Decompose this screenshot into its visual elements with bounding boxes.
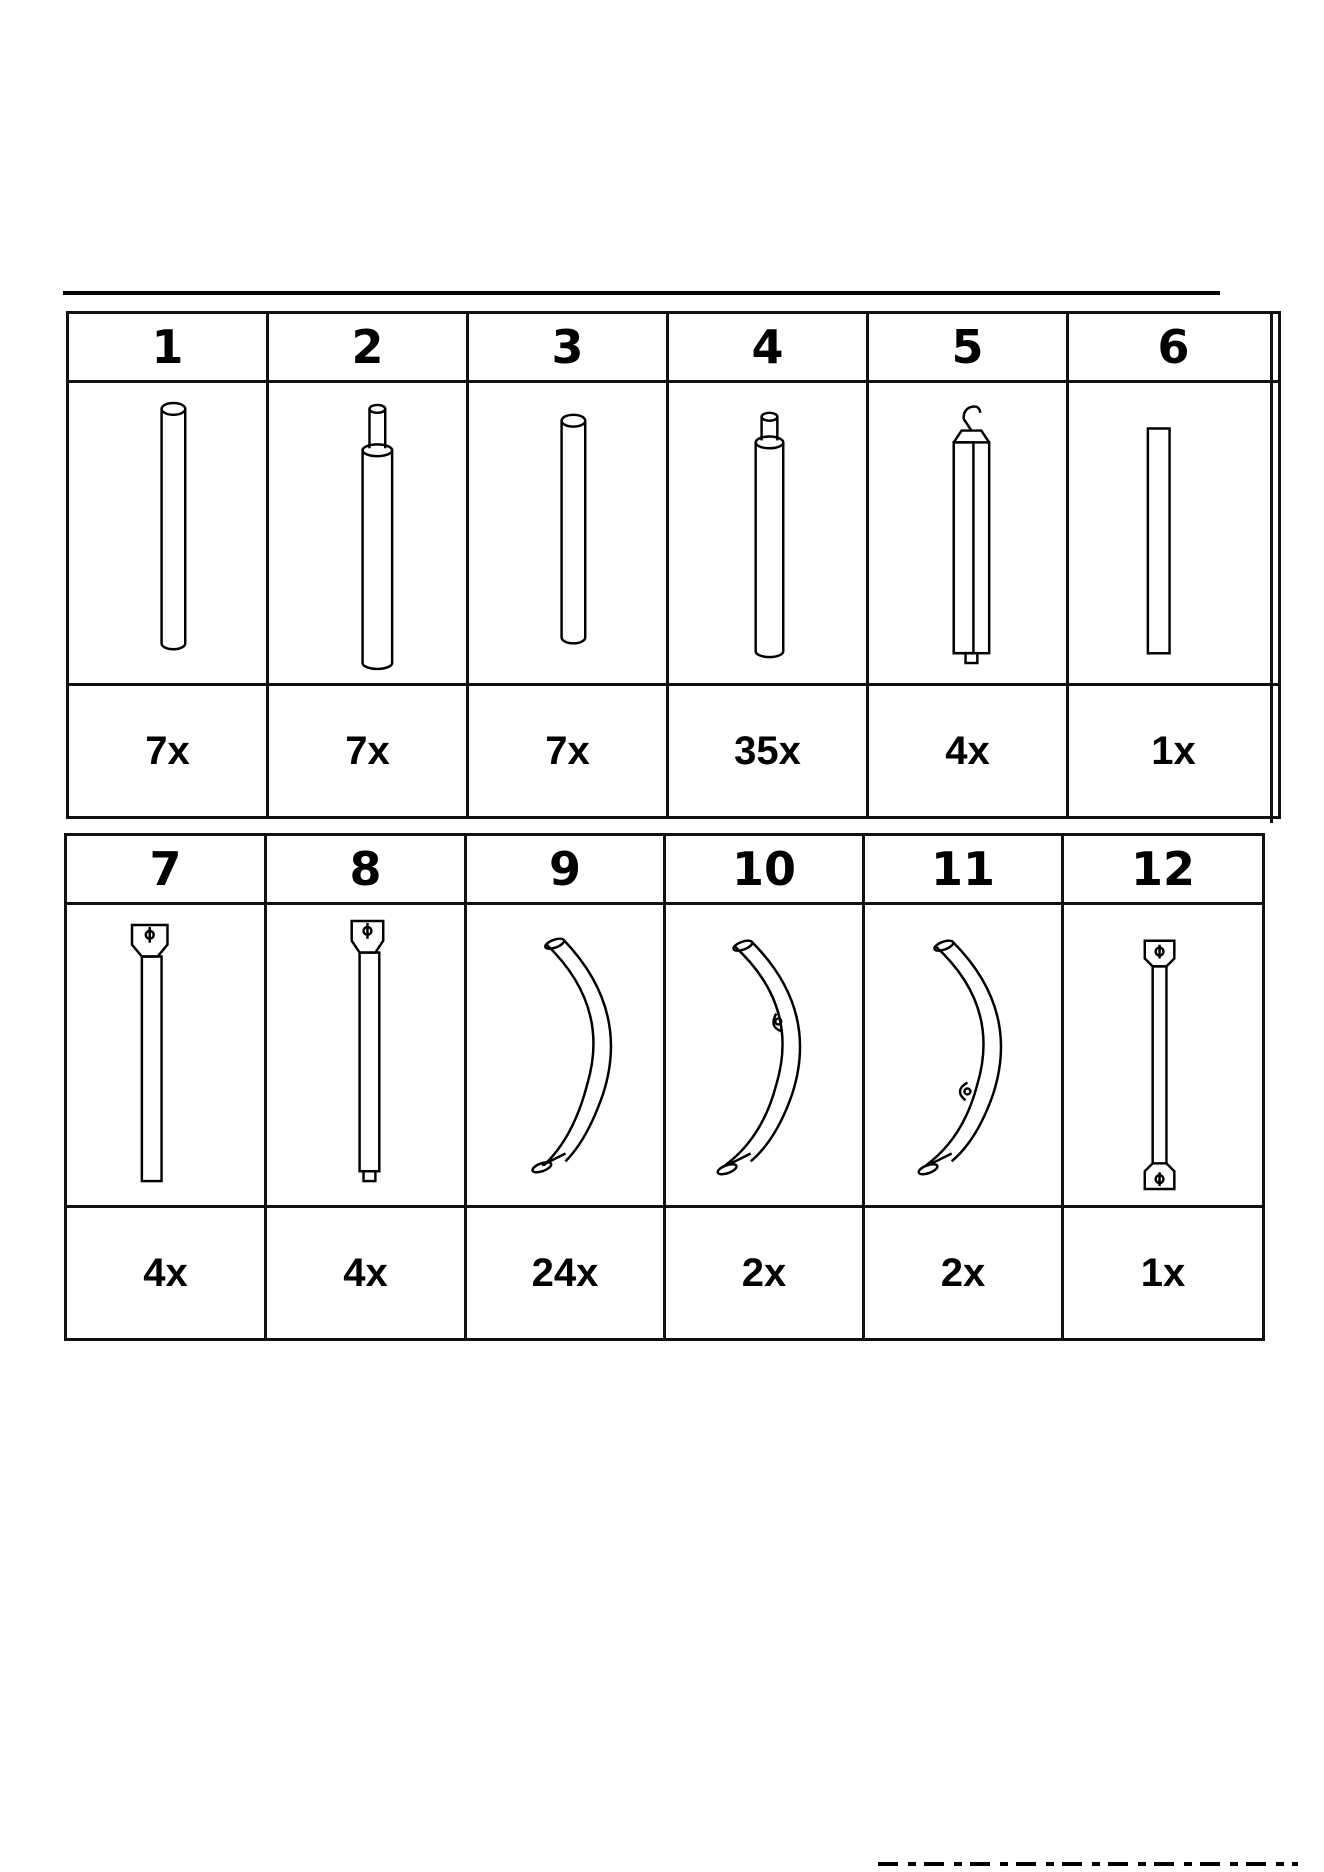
part-quantity: 4x: [66, 1207, 266, 1340]
curved-rib-with-lower-bracket-icon: [865, 907, 1061, 1203]
part-number: 10: [665, 835, 864, 904]
part-illustration: [68, 382, 268, 685]
part-number: 11: [864, 835, 1063, 904]
part-number: 4: [668, 313, 868, 382]
part-illustration: [266, 904, 466, 1207]
short-plain-tube-icon: [469, 385, 666, 681]
part-number: 5: [868, 313, 1068, 382]
part-quantity: 4x: [266, 1207, 466, 1340]
pole-with-bracket-icon: [67, 907, 264, 1203]
part-number: 7: [66, 835, 266, 904]
part-number: 6: [1068, 313, 1280, 382]
part-illustration: [268, 382, 468, 685]
parts-table-bottom: [64, 833, 1265, 1341]
pole-with-hook-icon: [869, 385, 1066, 681]
part-illustration: [1068, 382, 1280, 685]
part-quantity: 7x: [68, 685, 268, 818]
part-number: 3: [468, 313, 668, 382]
part-quantity: 7x: [468, 685, 668, 818]
part-number: 1: [68, 313, 268, 382]
part-quantity: 4x: [868, 685, 1068, 818]
part-illustration: [868, 382, 1068, 685]
part-illustration: [66, 904, 266, 1207]
part-number: 12: [1063, 835, 1264, 904]
part-illustration: [468, 382, 668, 685]
pole-with-bracket-and-pin-icon: [267, 907, 464, 1203]
part-quantity: 24x: [466, 1207, 665, 1340]
tube-with-insert-icon: [269, 385, 466, 681]
part-illustration: [668, 382, 868, 685]
curved-rib-with-bracket-icon: [666, 907, 862, 1203]
part-quantity: 1x: [1063, 1207, 1264, 1340]
part-quantity: 2x: [864, 1207, 1063, 1340]
part-quantity: 2x: [665, 1207, 864, 1340]
part-quantity: 7x: [268, 685, 468, 818]
top-rule: [63, 291, 1220, 295]
part-illustration: [1063, 904, 1264, 1207]
part-quantity: 35x: [668, 685, 868, 818]
part-illustration: [864, 904, 1063, 1207]
curved-rib-icon: [467, 907, 663, 1203]
flat-bar-icon: [1069, 385, 1278, 681]
part-quantity: 1x: [1068, 685, 1280, 818]
parts-table-top: [66, 311, 1281, 819]
table-right-edge: [1270, 311, 1273, 823]
tube-with-insert-icon: [669, 385, 866, 681]
plain-tube-icon: [69, 385, 266, 681]
part-illustration: [466, 904, 665, 1207]
part-number: 9: [466, 835, 665, 904]
part-illustration: [665, 904, 864, 1207]
bottom-edge-marks: [878, 1862, 1298, 1866]
double-bracket-bar-icon: [1064, 907, 1262, 1203]
part-number: 8: [266, 835, 466, 904]
part-number: 2: [268, 313, 468, 382]
